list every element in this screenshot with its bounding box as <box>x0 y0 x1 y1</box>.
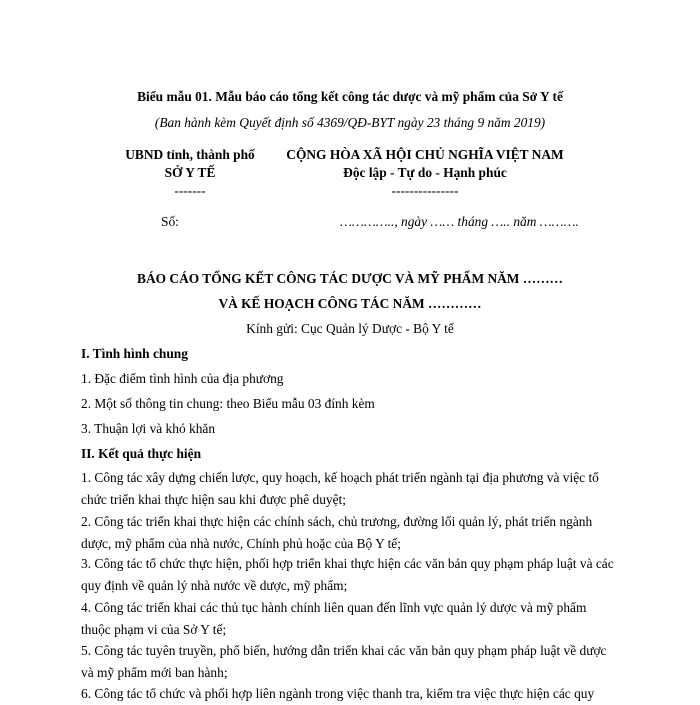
list-item: 1. Đặc điểm tình hình của địa phương <box>81 371 284 386</box>
section-heading: II. Kết quả thực hiện <box>81 446 202 461</box>
list-item: 2. Công tác triển khai thực hiện các chính sách, chủ trương, đường lối quản lý, phát triển ngành dược, mỹ phẩm của nhà nước, Chính phủ hoặc của Bộ Y tế; <box>81 514 593 551</box>
form-title: Biểu mẫu 01. Mẫu báo cáo tổng kết công tác dược và mỹ phẩm của Sở Y tế <box>137 89 563 104</box>
list-item: 3. Thuận lợi và khó khăn <box>81 421 216 436</box>
list-item: 4. Công tác triển khai các thủ tục hành chính liên quan đến lĩnh vực quản lý dược và mỹ phẩm thuộc phạm vi của Sở Y tế; <box>81 600 587 637</box>
list-item: 3. Công tác tổ chức thực hiện, phối hợp triển khai thực hiện các văn bản quy phạm pháp luật và các quy định về quản lý nhà nước về dược, mỹ phẩm; <box>81 556 614 593</box>
form-subtitle: (Ban hành kèm Quyết định số 4369/QĐ-BYT ngày 23 tháng 9 năm 2019) <box>154 115 546 130</box>
date-line: ………….., ngày …… tháng ….. năm ………. <box>340 214 579 229</box>
list-item: 1. Công tác xây dựng chiến lược, quy hoạch, kế hoạch phát triển ngành tại địa phương và việc tổ chức triển khai thực hiện sau khi được phê duyệt; <box>81 470 599 507</box>
document-number-label: Số: <box>161 214 179 229</box>
report-title-line2: VÀ KẾ HOẠCH CÔNG TÁC NĂM ………… <box>218 296 482 311</box>
list-item: 6. Công tác tổ chức và phối hợp liên ngành trong việc thanh tra, kiểm tra việc thực hiện các quy <box>81 686 595 701</box>
national-title: CỘNG HÒA XÃ HỘI CHỦ NGHĨA VIỆT NAM <box>286 147 564 162</box>
list-item: 5. Công tác tuyên truyền, phổ biến, hướng dẫn triển khai các văn bản quy phạm pháp luật về dược và mỹ phẩm mới ban hành; <box>81 643 607 680</box>
section-heading: I. Tình hình chung <box>81 346 188 361</box>
report-title-line1: BÁO CÁO TỔNG KẾT CÔNG TÁC DƯỢC VÀ MỸ PHẨM NĂM ……… <box>137 271 563 286</box>
list-item: 2. Một số thông tin chung: theo Biểu mẫu 03 đính kèm <box>81 396 375 411</box>
department-name: SỞ Y TẾ <box>164 165 216 180</box>
report-recipient: Kính gửi: Cục Quản lý Dược - Bộ Y tế <box>246 321 454 336</box>
left-header-rule: ------- <box>174 183 206 198</box>
national-motto: Độc lập - Tự do - Hạnh phúc <box>343 165 507 180</box>
agency-name: UBND tỉnh, thành phố <box>125 147 255 162</box>
right-header-rule: --------------- <box>391 183 459 198</box>
